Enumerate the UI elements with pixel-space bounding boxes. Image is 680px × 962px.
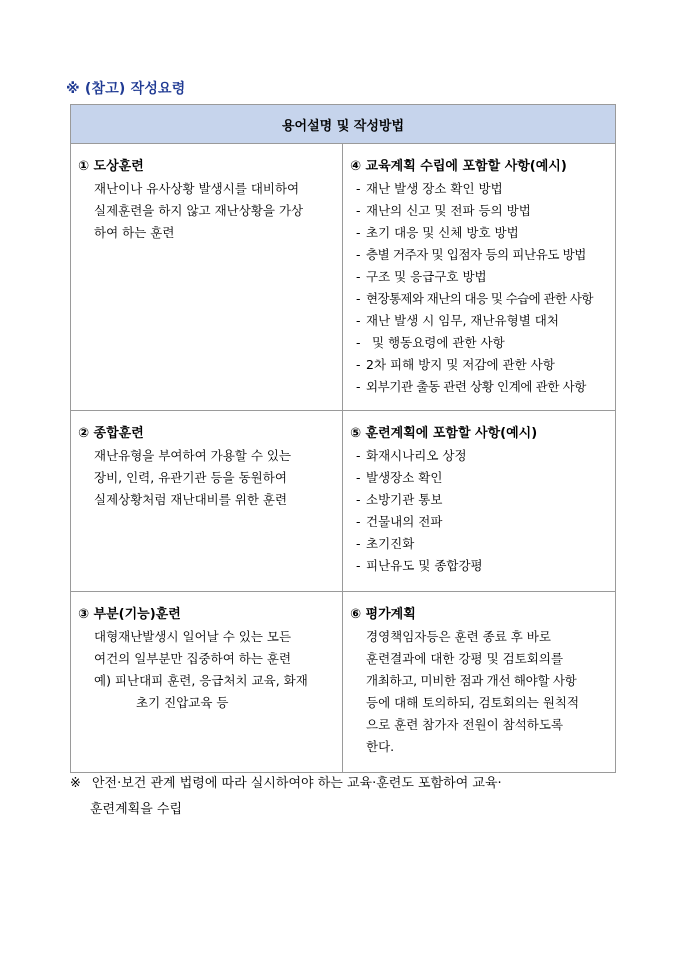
cell-line: 훈련결과에 대한 강평 및 검토회의를	[366, 651, 564, 666]
cell-line: 여건의 일부분만 집중하여 하는 훈련	[94, 651, 292, 666]
list-item: - 피난유도 및 종합강평	[350, 555, 607, 577]
footnote	[70, 771, 620, 823]
list-item: - 층별 거주자 및 입점자 등의 피난유도 방법	[350, 244, 607, 266]
cell-line: 재난유형을 부여하여 가용할 수 있는	[94, 448, 292, 463]
cell-line: 등에 대해 토의하되, 검토회의는 원칙적	[366, 695, 580, 710]
cell-line: 하여 하는 훈련	[94, 225, 175, 240]
cell-line: 장비, 인력, 유관기관 등을 동원하여	[94, 470, 287, 485]
page-title: ※ (참고) 작성요령	[66, 81, 186, 97]
cell-line: 대형재난발생시 일어날 수 있는 모든	[94, 629, 292, 644]
item-list	[350, 178, 607, 398]
cell-line: 실제훈련을 하지 않고 재난상황을 가상	[94, 203, 304, 218]
cell-heading: ④ 교육계획 수립에 포함할 사항(예시)	[350, 159, 567, 174]
cell-tabletop-training	[71, 144, 343, 411]
cell-line: 예) 피난대피 훈련, 응급처치 교육, 화재	[94, 673, 308, 688]
list-item: - 건물내의 전파	[350, 511, 607, 533]
cell-training-plan	[343, 411, 616, 592]
list-item: - 재난 발생 장소 확인 방법	[350, 178, 607, 200]
cell-line: 으로 훈련 참가자 전원이 참석하도록	[366, 717, 564, 732]
cell-heading: ② 종합훈련	[78, 426, 144, 441]
list-item: - 발생장소 확인	[350, 467, 607, 489]
cell-line: 한다.	[366, 739, 395, 754]
cell-heading: ③ 부분(기능)훈련	[78, 607, 181, 622]
cell-heading: ⑥ 평가계획	[350, 607, 416, 622]
list-item: - 초기 대응 및 신체 방호 방법	[350, 222, 607, 244]
list-item: - 외부기관 출동 관련 상황 인계에 관한 사항	[350, 376, 607, 398]
list-item: - 화재시나리오 상정	[350, 445, 607, 467]
list-item: - 재난 발생 시 임무, 재난유형별 대처	[350, 310, 607, 332]
list-item: - 소방기관 통보	[350, 489, 607, 511]
list-item: - 재난의 신고 및 전파 등의 방법	[350, 200, 607, 222]
note-mark: ※	[70, 776, 81, 791]
list-item: - 현장통제와 재난의 대응 및 수습에 관한 사항	[350, 288, 607, 310]
cell-partial-training	[71, 592, 343, 773]
cell-line: 경영책임자등은 훈련 종료 후 바로	[366, 629, 551, 644]
footnote-line: 훈련계획을 수립	[90, 802, 183, 817]
list-item: - 2차 피해 방지 및 저감에 관한 사항	[350, 354, 607, 376]
cell-comprehensive-training	[71, 411, 343, 592]
cell-line: 초기 진압교육 등	[136, 695, 229, 710]
list-item: - 구조 및 응급구호 방법	[350, 266, 607, 288]
cell-evaluation-plan	[343, 592, 616, 773]
cell-line: 개최하고, 미비한 점과 개선 해야할 사항	[366, 673, 577, 688]
item-list	[350, 445, 607, 577]
list-item-continuation: - 및 행동요령에 관한 사항	[350, 332, 607, 354]
footnote-line: 안전·보건 관계 법령에 따라 실시하여야 하는 교육·훈련도 포함하여 교육·	[92, 776, 502, 791]
reference-table	[70, 104, 616, 773]
cell-education-plan	[343, 144, 616, 411]
cell-line: 재난이나 유사상황 발생시를 대비하여	[94, 181, 300, 196]
cell-heading: ① 도상훈련	[78, 159, 144, 174]
cell-heading: ⑤ 훈련계획에 포함할 사항(예시)	[350, 426, 538, 441]
list-item: - 초기진화	[350, 533, 607, 555]
cell-line: 실제상황처럼 재난대비를 위한 훈련	[94, 492, 288, 507]
table-header: 용어설명 및 작성방법	[71, 105, 616, 144]
